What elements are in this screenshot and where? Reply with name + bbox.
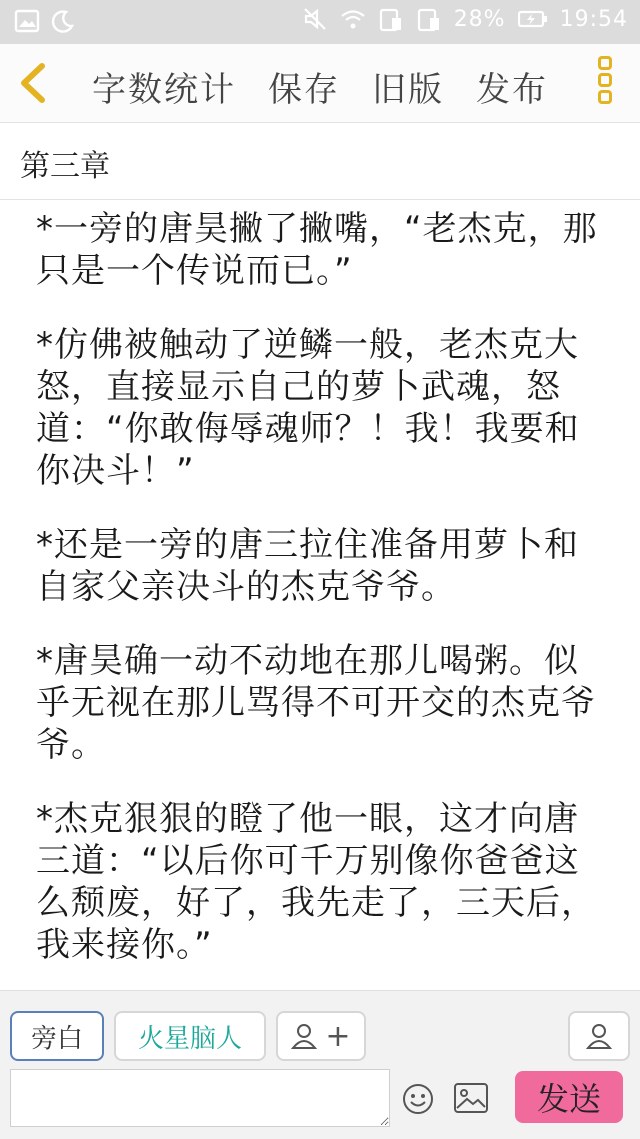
more-options-icon[interactable] <box>590 56 620 112</box>
status-bar <box>0 0 640 44</box>
battery-percent: 28% <box>453 6 506 32</box>
emoji-icon[interactable] <box>402 1083 434 1115</box>
sim1-signal-icon <box>378 6 404 32</box>
chapter-title-field[interactable] <box>0 123 640 200</box>
mute-icon <box>302 6 328 32</box>
wifi-icon <box>340 6 366 32</box>
chapter-title: 第三章 <box>20 149 110 184</box>
battery-charging-icon <box>518 6 548 32</box>
image-icon[interactable] <box>454 1083 488 1113</box>
story-paragraph[interactable]: *一旁的唐昊撇了撇嘴，“老杰克，那只是一个传说而已。” <box>36 209 598 291</box>
composer-bar <box>0 990 640 1139</box>
add-role-button[interactable] <box>276 1011 366 1061</box>
send-button[interactable]: 发送 <box>515 1071 623 1123</box>
message-input[interactable] <box>10 1069 390 1127</box>
story-paragraph[interactable]: *仿佛被触动了逆鳞一般，老杰克大怒，直接显示自己的萝卜武魂，怒道：“你敢侮辱魂师？！我！我要和你决斗！” <box>36 325 580 491</box>
sim2-signal-icon <box>416 6 442 32</box>
publish-button[interactable]: 发布 <box>476 70 548 110</box>
word-count-button[interactable]: 字数统计 <box>92 70 236 110</box>
app-bar <box>0 44 640 123</box>
gallery-icon <box>14 8 40 34</box>
story-paragraph[interactable]: *杰克狠狠的瞪了他一眼，这才向唐三道：“以后你可千万别像你爸爸这么颓废，好了，我先走了，三天后，我来接你。” <box>36 799 596 965</box>
story-paragraph[interactable]: *还是一旁的唐三拉住准备用萝卜和自家父亲决斗的杰克爷爷。 <box>36 525 579 607</box>
role-button[interactable]: 火星脑人 <box>114 1011 266 1061</box>
add-role-plus: + <box>325 1018 351 1054</box>
person-icon <box>586 1022 612 1050</box>
moon-icon <box>50 8 76 34</box>
story-content[interactable] <box>0 200 640 990</box>
person-icon <box>291 1022 317 1050</box>
narration-button[interactable]: 旁白 <box>10 1011 104 1061</box>
user-role-button[interactable] <box>568 1011 630 1061</box>
back-button[interactable] <box>10 58 60 108</box>
clock: 19:54 <box>559 6 628 32</box>
old-version-button[interactable]: 旧版 <box>372 70 444 110</box>
story-paragraph[interactable]: *唐昊确一动不动地在那儿喝粥。似乎无视在那儿骂得不可开交的杰克爷爷。 <box>36 641 596 765</box>
save-button[interactable]: 保存 <box>268 70 340 110</box>
